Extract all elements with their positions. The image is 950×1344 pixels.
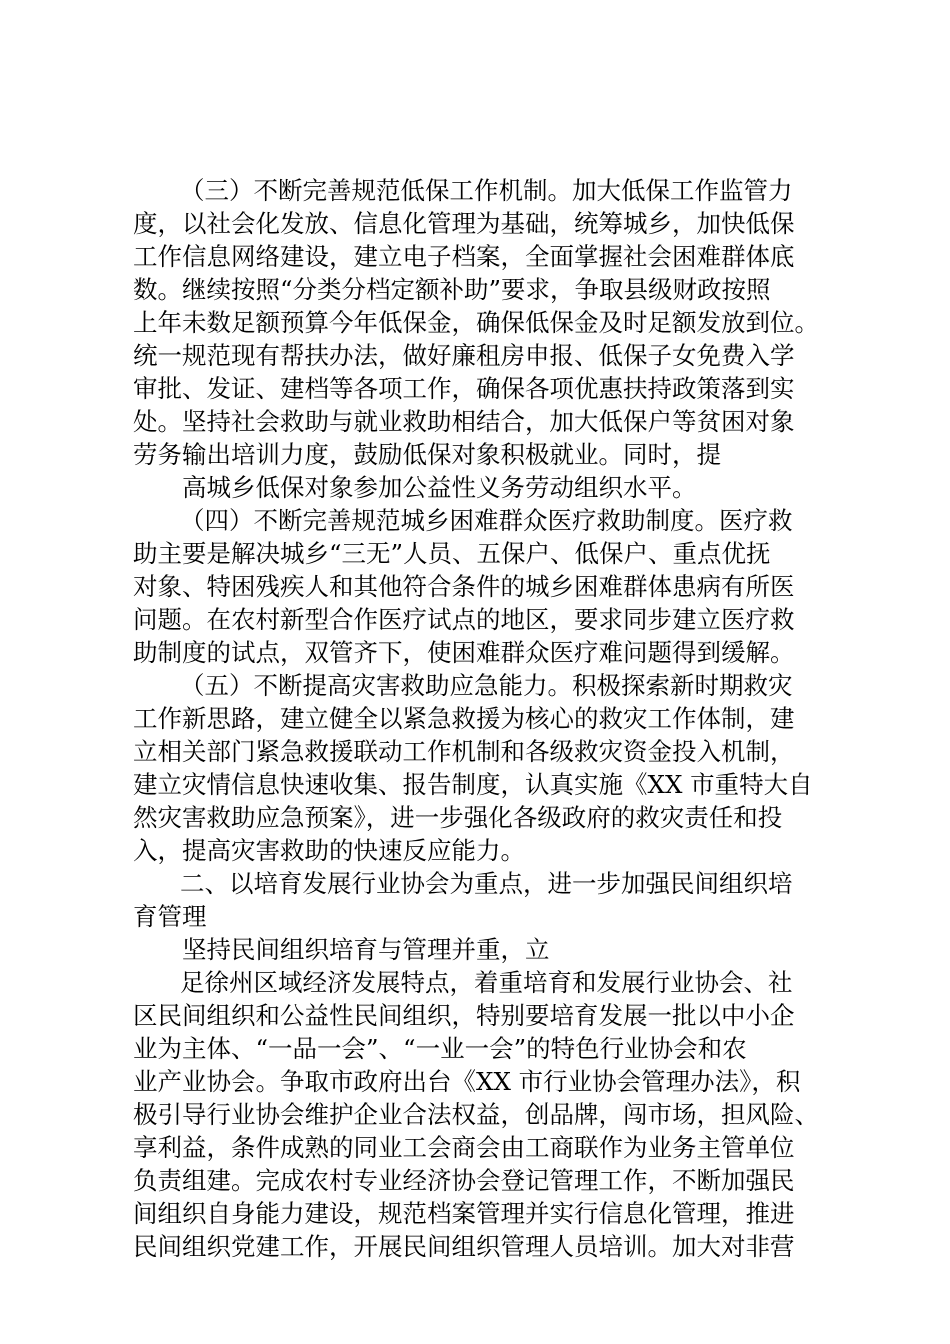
text-line: 极引导行业协会维护企业合法权益，创品牌，闯市场，担风险、 [133, 1100, 819, 1129]
text-line: 助主要是解决城乡“三无”人员、五保户、低保户、重点优抚 [133, 539, 771, 568]
text-line: 问题。在农村新型合作医疗试点的地区，要求同步建立医疗救 [133, 605, 795, 634]
text-line: （五）不断提高灾害救助应急能力。积极探索新时期救灾 [180, 671, 793, 700]
text-line: 度，以社会化发放、信息化管理为基础，统筹城乡，加快低保 [133, 209, 795, 238]
text-line: 业为主体、“一品一会”、“一业一会”的特色行业协会和农 [133, 1034, 747, 1063]
text-line: （四）不断完善规范城乡困难群众医疗救助制度。医疗救 [180, 506, 793, 535]
text-line: 处。坚持社会救助与就业救助相结合，加大低保户等贫困对象 [133, 407, 795, 436]
text-line: 足徐州区域经济发展特点，着重培育和发展行业协会、社 [180, 968, 793, 997]
text-line: 劳务输出培训力度，鼓励低保对象积极就业。同时，提 [133, 440, 721, 469]
text-line: 享利益，条件成熟的同业工会商会由工商联作为业务主管单位 [133, 1133, 795, 1162]
text-line: 立相关部门紧急救援联动工作机制和各级救灾资金投入机制， [133, 737, 795, 766]
text-line: 上年未数足额预算今年低保金，确保低保金及时足额发放到位。 [133, 308, 819, 337]
text-line: 审批、发证、建档等各项工作，确保各项优惠扶持政策落到实 [133, 374, 795, 403]
text-line: 负责组建。完成农村专业经济协会登记管理工作，不断加强民 [133, 1166, 795, 1195]
text-line: 对象、特困残疾人和其他符合条件的城乡困难群体患病有所医 [133, 572, 795, 601]
text-line: 建立灾情信息快速收集、报告制度，认真实施《XX 市重特大自 [133, 770, 813, 799]
text-line: 高城乡低保对象参加公益性义务劳动组织水平。 [182, 473, 697, 502]
text-line: 数。继续按照“分类分档定额补助”要求，争取县级财政按照 [133, 275, 771, 304]
text-line: 然灾害救助应急预案》，进一步强化各级政府的救灾责任和投 [133, 803, 783, 832]
text-line: 入，提高灾害救助的快速反应能力。 [133, 836, 525, 865]
text-line: 坚持民间组织培育与管理并重，立 [182, 935, 550, 964]
text-line: 助制度的试点，双管齐下，使困难群众医疗难问题得到缓解。 [133, 638, 795, 667]
text-line: （三）不断完善规范低保工作机制。加大低保工作监管力 [180, 176, 793, 205]
section-heading: 育管理 [133, 902, 207, 931]
text-line: 区民间组织和公益性民间组织，特别要培育发展一批以中小企 [133, 1001, 795, 1030]
section-heading: 二、以培育发展行业协会为重点，进一步加强民间组织培 [180, 869, 793, 898]
text-line: 工作新思路，建立健全以紧急救援为核心的救灾工作体制，建 [133, 704, 795, 733]
text-line: 间组织自身能力建设，规范档案管理并实行信息化管理，推进 [133, 1199, 795, 1228]
text-line: 统一规范现有帮扶办法，做好廉租房申报、低保子女免费入学 [133, 341, 795, 370]
text-line: 工作信息网络建设，建立电子档案，全面掌握社会困难群体底 [133, 242, 795, 271]
text-line: 民间组织党建工作，开展民间组织管理人员培训。加大对非营 [133, 1232, 795, 1261]
text-line: 业产业协会。争取市政府出台《XX 市行业协会管理办法》，积 [133, 1067, 801, 1096]
